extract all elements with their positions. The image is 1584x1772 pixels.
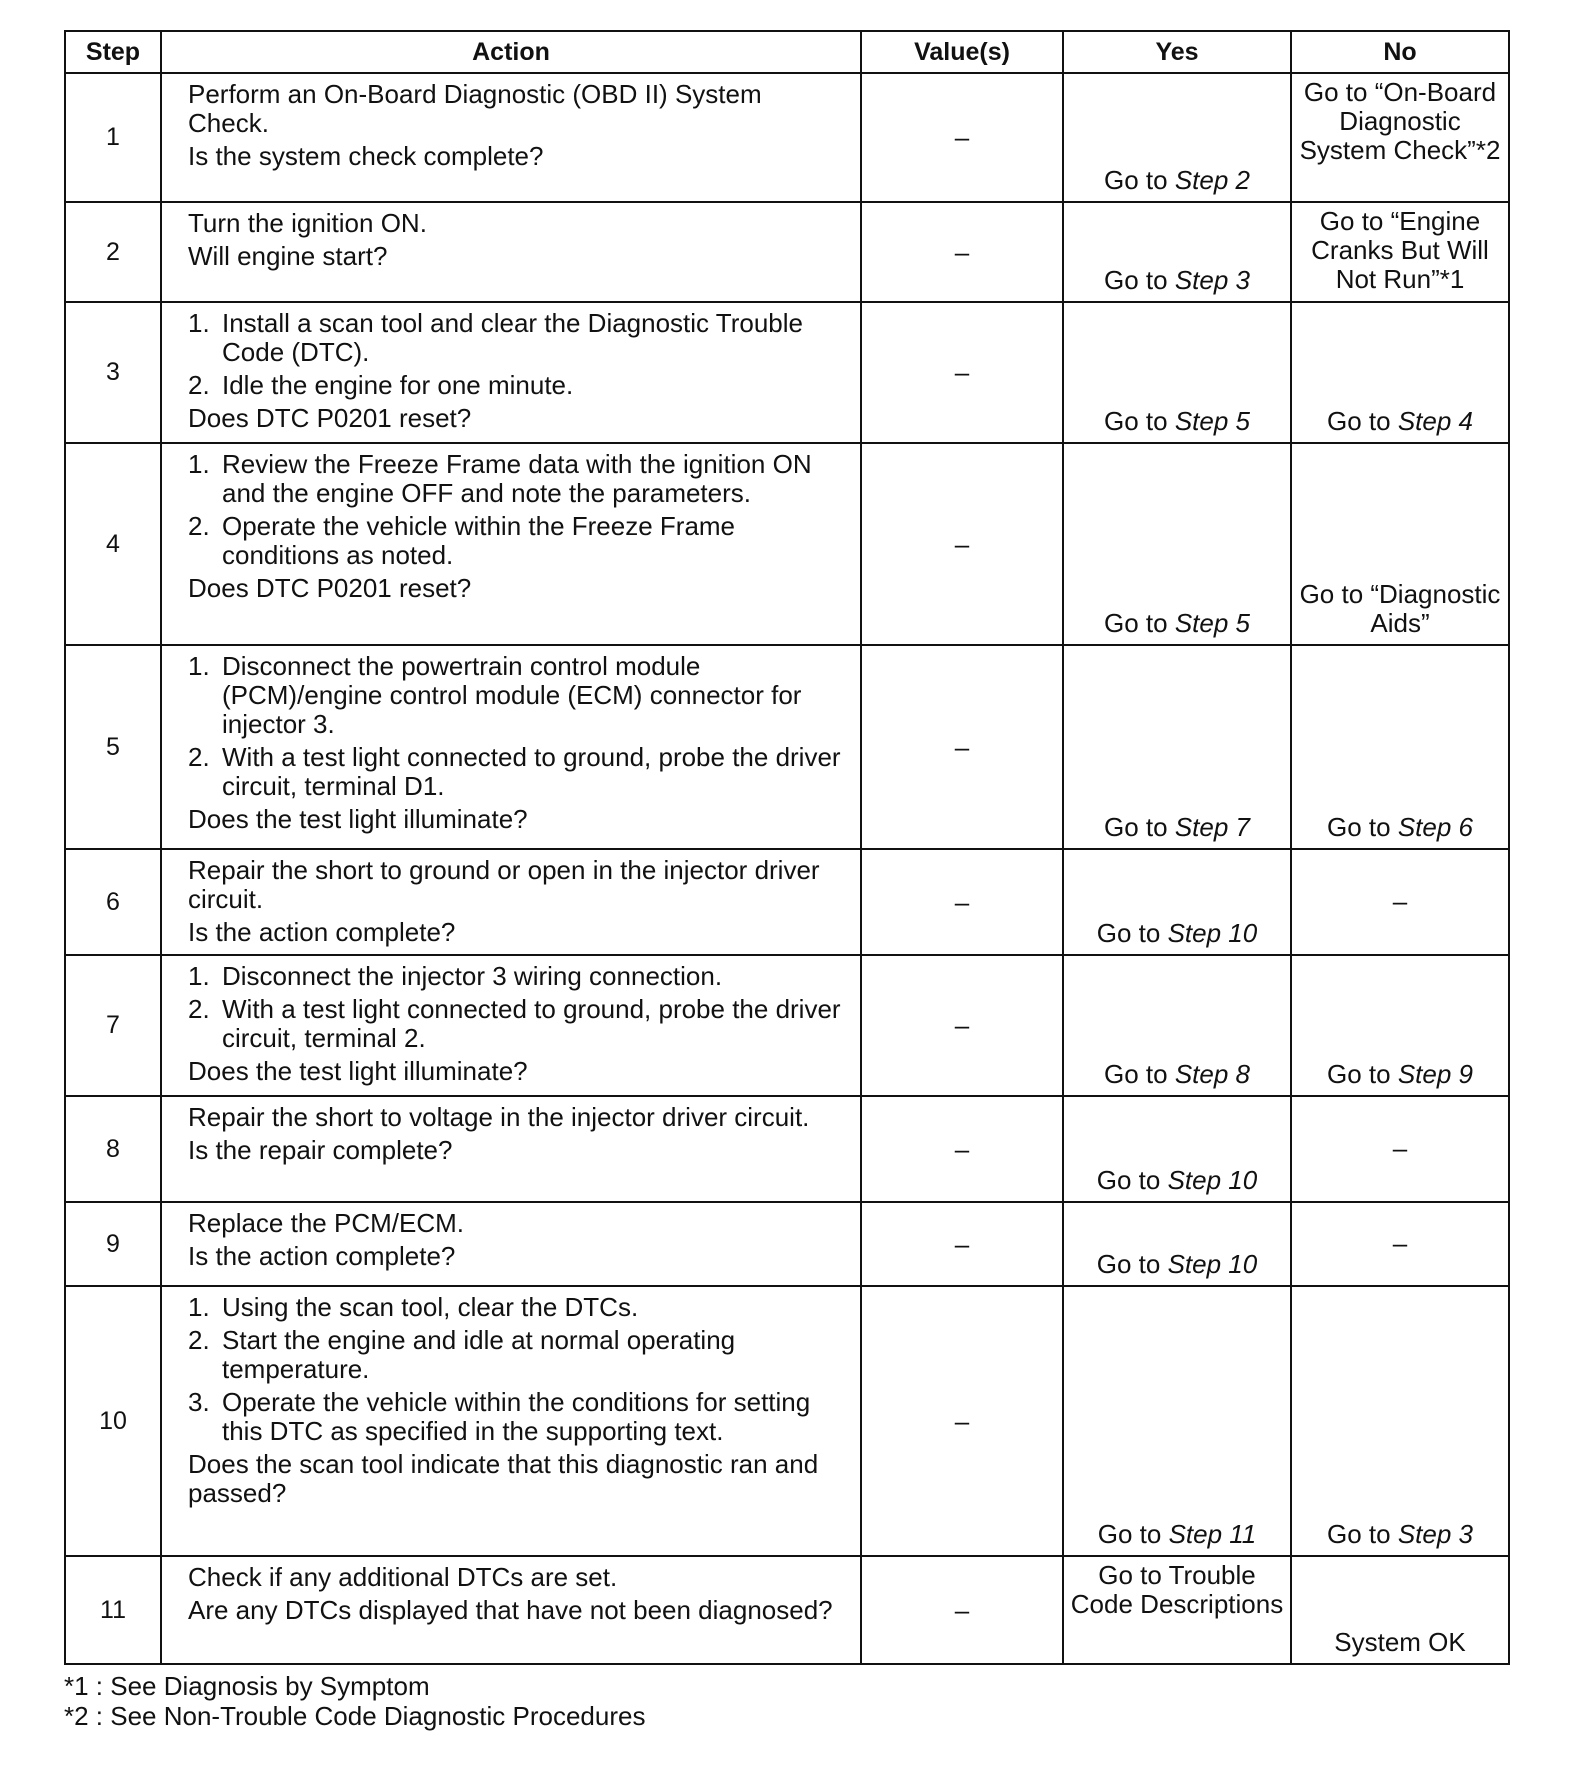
- no-step-link: Step 9: [1397, 1059, 1473, 1089]
- step-number: 5: [65, 645, 161, 849]
- yes-step-link: Step 7: [1174, 812, 1250, 842]
- diagnostic-table: [64, 30, 1510, 1665]
- yes-cell: [1063, 1286, 1291, 1556]
- value-cell: –: [861, 443, 1063, 645]
- header-yes: Yes: [1063, 31, 1291, 73]
- action-step-item: 1. Disconnect the powertrain control module (PCM)/engine control module (ECM) connector for injector 3.: [188, 652, 848, 739]
- no-cell: –: [1291, 1202, 1509, 1286]
- action-step-item: 1. Disconnect the injector 3 wiring connection.: [188, 962, 848, 991]
- action-text: Check if any additional DTCs are set.: [188, 1562, 618, 1592]
- action-step-item: 2. With a test light connected to ground, probe the driver circuit, terminal D1.: [188, 743, 848, 801]
- yes-cell: [1063, 1096, 1291, 1202]
- step-number: 7: [65, 955, 161, 1096]
- no-cell: [1291, 955, 1509, 1096]
- value-cell: –: [861, 1202, 1063, 1286]
- table-row: [65, 1096, 1509, 1202]
- footnote: *2 : See Non-Trouble Code Diagnostic Procedures: [64, 1701, 646, 1731]
- table-row: [65, 443, 1509, 645]
- yes-cell: [1063, 443, 1291, 645]
- table-row: [65, 73, 1509, 202]
- value-cell: –: [861, 73, 1063, 202]
- yes-step-link: Step 8: [1174, 1059, 1250, 1089]
- step-number: 3: [65, 302, 161, 443]
- action-step-item: 2. Operate the vehicle within the Freeze Frame conditions as noted.: [188, 512, 848, 570]
- value-cell: –: [861, 1286, 1063, 1556]
- action-cell: [161, 302, 861, 443]
- yes-step-link: Step 5: [1174, 406, 1250, 436]
- header-values: Value(s): [861, 31, 1063, 73]
- yes-step-link: Step 5: [1174, 608, 1250, 638]
- action-step-item: 1. Install a scan tool and clear the Diagnostic Trouble Code (DTC).: [188, 309, 848, 367]
- table-row: [65, 202, 1509, 302]
- action-item-text: Operate the vehicle within the conditions for setting this DTC as specified in the supporting text.: [222, 1387, 811, 1446]
- table-row: [65, 955, 1509, 1096]
- value-cell: –: [861, 302, 1063, 443]
- yes-cell: [1063, 955, 1291, 1096]
- yes-cell: Go to Trouble Code Descriptions: [1063, 1556, 1291, 1664]
- action-question: Does the scan tool indicate that this diagnostic ran and passed?: [188, 1449, 819, 1508]
- action-step-item: 2. Idle the engine for one minute.: [188, 371, 848, 400]
- action-cell: [161, 1286, 861, 1556]
- no-cell: –: [1291, 849, 1509, 955]
- no-prefix: Go to: [1327, 812, 1398, 842]
- action-step-item: 1. Review the Freeze Frame data with the ignition ON and the engine OFF and note the parameters.: [188, 450, 848, 508]
- action-item-text: With a test light connected to ground, probe the driver circuit, terminal 2.: [222, 994, 841, 1053]
- action-cell: [161, 849, 861, 955]
- header-action: Action: [161, 31, 861, 73]
- yes-step-link: Step 3: [1174, 265, 1250, 295]
- action-question: Does the test light illuminate?: [188, 1056, 528, 1086]
- step-number: 2: [65, 202, 161, 302]
- action-item-text: Start the engine and idle at normal operating temperature.: [222, 1325, 736, 1384]
- action-step-item: 2. Start the engine and idle at normal operating temperature.: [188, 1326, 848, 1384]
- step-number: 8: [65, 1096, 161, 1202]
- table-row: [65, 1556, 1509, 1664]
- yes-prefix: Go to: [1104, 406, 1175, 436]
- step-number: 11: [65, 1556, 161, 1664]
- action-cell: [161, 1096, 861, 1202]
- yes-prefix: Go to: [1104, 265, 1175, 295]
- yes-cell: [1063, 645, 1291, 849]
- action-item-text: Install a scan tool and clear the Diagnostic Trouble Code (DTC).: [222, 308, 804, 367]
- yes-step-link: Step 11: [1168, 1519, 1257, 1549]
- yes-cell: [1063, 73, 1291, 202]
- action-question: Is the action complete?: [188, 917, 456, 947]
- no-cell: –: [1291, 1096, 1509, 1202]
- action-text: Repair the short to voltage in the injector driver circuit.: [188, 1102, 810, 1132]
- action-cell: [161, 202, 861, 302]
- action-item-text: With a test light connected to ground, probe the driver circuit, terminal D1.: [222, 742, 841, 801]
- action-question: Does the test light illuminate?: [188, 804, 528, 834]
- yes-cell: [1063, 1202, 1291, 1286]
- value-cell: –: [861, 645, 1063, 849]
- header-step: Step: [65, 31, 161, 73]
- table-row: [65, 645, 1509, 849]
- table-row: [65, 1202, 1509, 1286]
- no-cell: [1291, 645, 1509, 849]
- value-cell: –: [861, 1096, 1063, 1202]
- action-question: Are any DTCs displayed that have not been diagnosed?: [188, 1595, 833, 1625]
- action-text: Turn the ignition ON.: [188, 208, 427, 238]
- yes-step-link: Step 10: [1167, 1165, 1258, 1195]
- action-step-item: 2. With a test light connected to ground, probe the driver circuit, terminal 2.: [188, 995, 848, 1053]
- action-question: Will engine start?: [188, 241, 388, 271]
- no-cell: [1291, 302, 1509, 443]
- yes-prefix: Go to: [1104, 1059, 1175, 1089]
- value-cell: –: [861, 955, 1063, 1096]
- yes-step-link: Step 2: [1174, 165, 1250, 195]
- no-step-link: Step 3: [1397, 1519, 1473, 1549]
- action-question: Is the action complete?: [188, 1241, 456, 1271]
- action-cell: [161, 443, 861, 645]
- action-cell: [161, 73, 861, 202]
- action-item-text: Disconnect the powertrain control module (PCM)/engine control module (ECM) connector for injector 3.: [222, 651, 802, 739]
- table-row: [65, 1286, 1509, 1556]
- no-prefix: Go to: [1327, 1519, 1398, 1549]
- yes-prefix: Go to: [1096, 918, 1168, 948]
- yes-prefix: Go to: [1096, 1165, 1168, 1195]
- action-question: Does DTC P0201 reset?: [188, 573, 472, 603]
- yes-prefix: Go to: [1104, 608, 1175, 638]
- yes-cell: [1063, 302, 1291, 443]
- value-cell: –: [861, 1556, 1063, 1664]
- action-question: Is the repair complete?: [188, 1135, 453, 1165]
- action-item-text: Idle the engine for one minute.: [222, 370, 574, 400]
- no-cell: [1291, 1286, 1509, 1556]
- action-text: Replace the PCM/ECM.: [188, 1208, 464, 1238]
- no-step-link: Step 4: [1397, 406, 1473, 436]
- action-text: Repair the short to ground or open in the injector driver circuit.: [188, 855, 820, 914]
- step-number: 4: [65, 443, 161, 645]
- no-cell: Go to “On-Board Diagnostic System Check”*2: [1291, 73, 1509, 202]
- action-step-item: 1. Using the scan tool, clear the DTCs.: [188, 1293, 848, 1322]
- step-number: 6: [65, 849, 161, 955]
- yes-step-link: Step 10: [1167, 1249, 1258, 1279]
- yes-prefix: Go to: [1104, 165, 1175, 195]
- table-row: [65, 849, 1509, 955]
- header-no: No: [1291, 31, 1509, 73]
- yes-prefix: Go to: [1097, 1519, 1169, 1549]
- action-cell: [161, 1556, 861, 1664]
- yes-prefix: Go to: [1104, 812, 1175, 842]
- step-number: 10: [65, 1286, 161, 1556]
- yes-step-link: Step 10: [1167, 918, 1258, 948]
- action-cell: [161, 1202, 861, 1286]
- yes-cell: [1063, 202, 1291, 302]
- value-cell: –: [861, 849, 1063, 955]
- yes-cell: [1063, 849, 1291, 955]
- action-step-item: 3. Operate the vehicle within the conditions for setting this DTC as specified in the supporting text.: [188, 1388, 848, 1446]
- action-item-text: Review the Freeze Frame data with the ignition ON and the engine OFF and note the parameters.: [222, 449, 812, 508]
- action-question: Is the system check complete?: [188, 141, 544, 171]
- footnote: *1 : See Diagnosis by Symptom: [64, 1671, 430, 1701]
- table-row: [65, 302, 1509, 443]
- step-number: 9: [65, 1202, 161, 1286]
- action-text: Perform an On-Board Diagnostic (OBD II) System Check.: [188, 79, 762, 138]
- no-step-link: Step 6: [1397, 812, 1473, 842]
- action-cell: [161, 645, 861, 849]
- action-item-text: Using the scan tool, clear the DTCs.: [222, 1292, 639, 1322]
- action-cell: [161, 955, 861, 1096]
- no-prefix: Go to: [1327, 1059, 1398, 1089]
- no-cell: Go to “Engine Cranks But Will Not Run”*1: [1291, 202, 1509, 302]
- step-number: 1: [65, 73, 161, 202]
- document-page: [64, 30, 1508, 1731]
- header-row: [65, 31, 1509, 73]
- action-question: Does DTC P0201 reset?: [188, 403, 472, 433]
- footnotes: [64, 1671, 1508, 1731]
- no-cell: Go to “Diagnostic Aids”: [1291, 443, 1509, 645]
- no-prefix: Go to: [1327, 406, 1398, 436]
- value-cell: –: [861, 202, 1063, 302]
- no-cell: System OK: [1291, 1556, 1509, 1664]
- action-item-text: Operate the vehicle within the Freeze Frame conditions as noted.: [222, 511, 736, 570]
- action-item-text: Disconnect the injector 3 wiring connection.: [222, 961, 723, 991]
- yes-prefix: Go to: [1096, 1249, 1168, 1279]
